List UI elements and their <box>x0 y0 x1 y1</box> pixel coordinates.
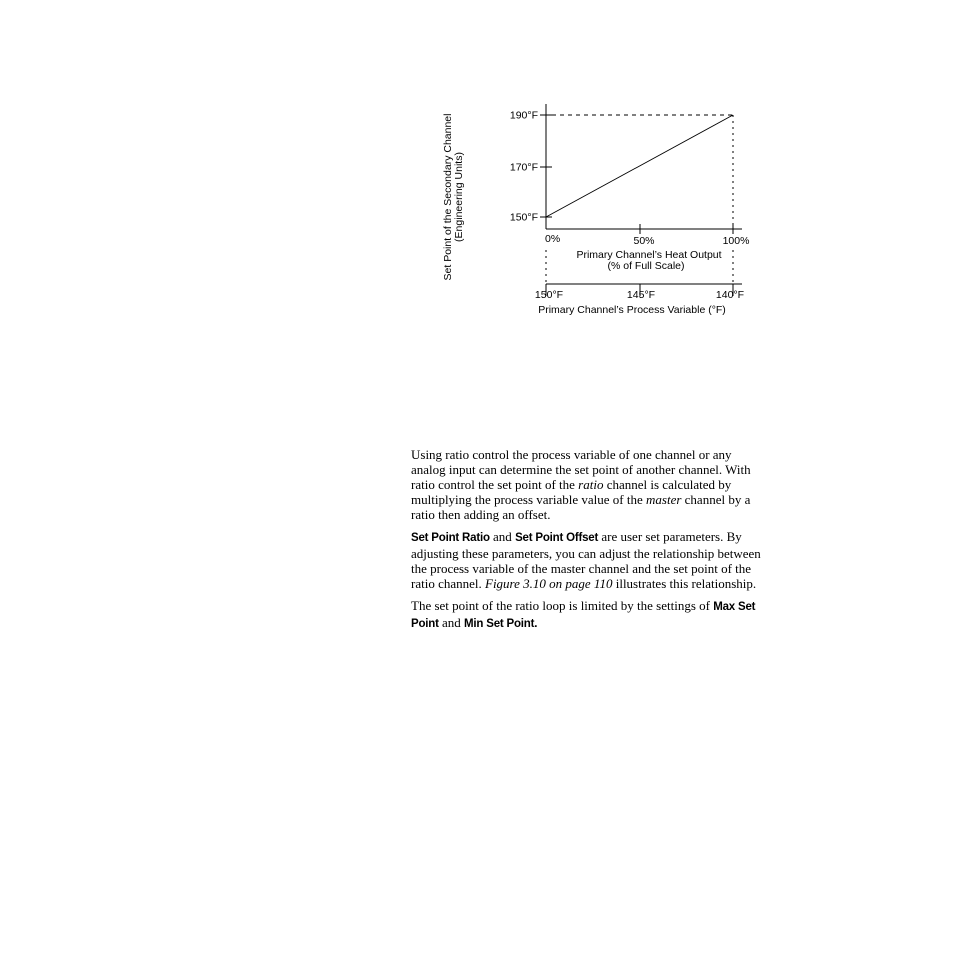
p3-and: and <box>438 615 465 630</box>
x-tick-label-50: 50% <box>633 235 655 247</box>
y-tick-label-170: 170°F <box>509 161 538 174</box>
bottom-tick-label-140: 140°F <box>715 289 745 301</box>
p1-ratio-term: ratio <box>578 477 604 492</box>
ratio-control-figure <box>0 0 954 340</box>
paragraph-2 <box>411 529 761 591</box>
p2-text-a: are user set parameters. By adjusting these parameters, you can adjust the relationship between the process variable of the master channel and the set point of the ratio channel. <box>411 529 761 591</box>
y-tick-label-150: 150°F <box>509 211 538 224</box>
p1-text-a: Using ratio control the process variable of one channel or any analog input can determine the set point of another channel. With ratio control the set point of the <box>411 447 751 492</box>
y-tick-label-190: 190°F <box>509 109 538 122</box>
body-text <box>411 447 761 639</box>
x-axis-label-line2: (% of Full Scale) <box>607 260 685 272</box>
figure-reference-link[interactable]: Figure 3.10 on page 110 <box>485 576 613 591</box>
y-axis-label-line1: Set Point of the Secondary Channel <box>442 113 454 281</box>
p1-text-b: channel is calculated by multiplying the process variable value of the <box>411 477 732 507</box>
p1-text-c: channel by a ratio then adding an offset. <box>411 492 751 522</box>
x-tick-label-0: 0% <box>545 233 561 245</box>
setpoint-line <box>546 115 733 217</box>
p3-text-a: The set point of the ratio loop is limited by the settings of <box>411 598 714 613</box>
set-point-offset-term: Set Point Offset <box>515 532 599 544</box>
paragraph-1 <box>411 447 761 522</box>
y-axis-label-line2: (Engineering Units) <box>453 152 465 242</box>
max-set-point-term: Max Set Point <box>411 601 756 630</box>
p2-text-b: illustrates this relationship. <box>612 576 757 591</box>
min-set-point-term: Min Set Point. <box>464 618 538 630</box>
set-point-ratio-term: Set Point Ratio <box>411 532 490 544</box>
p2-and: and <box>489 529 516 544</box>
x-tick-label-100: 100% <box>722 235 750 247</box>
bottom-tick-label-150: 150°F <box>534 289 564 301</box>
p1-master-term: master <box>646 492 682 507</box>
bottom-axis-label: Primary Channel’s Process Variable (°F) <box>538 304 726 316</box>
x-axis-label-line1: Primary Channel’s Heat Output <box>576 249 722 261</box>
paragraph-3 <box>411 598 761 632</box>
bottom-tick-label-145: 145°F <box>626 289 656 301</box>
